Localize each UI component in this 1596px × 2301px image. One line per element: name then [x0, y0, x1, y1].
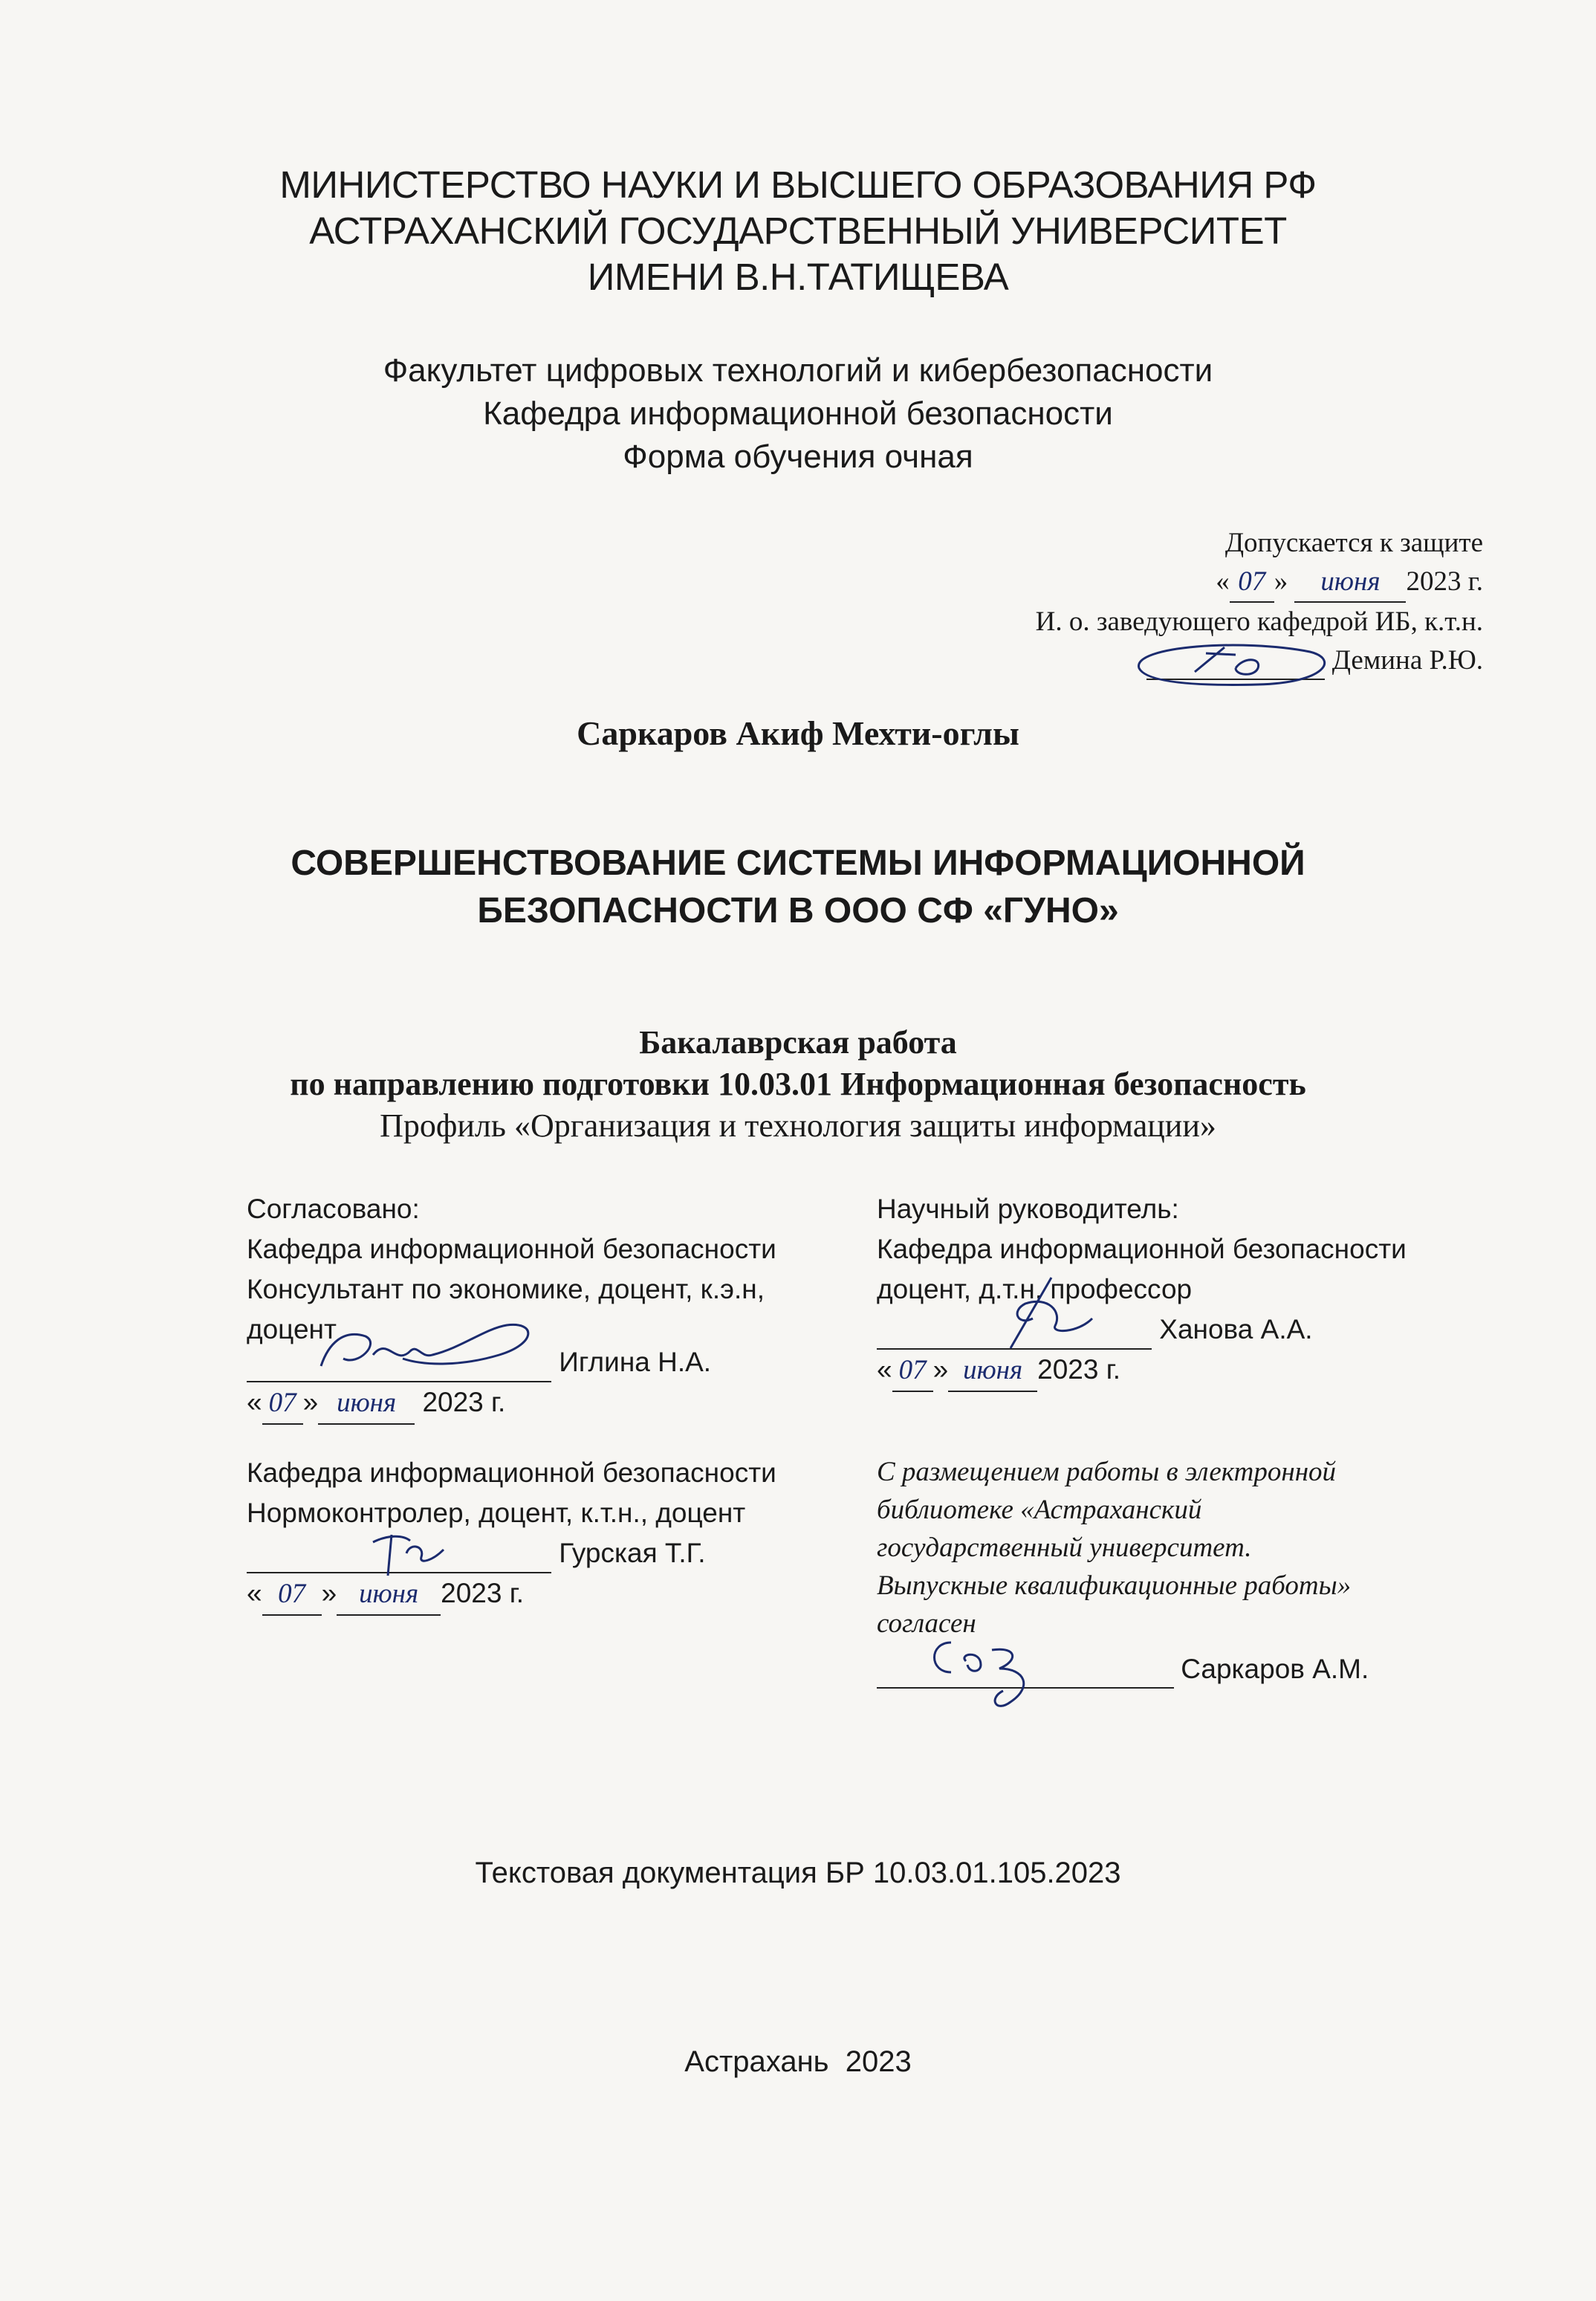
signature-line [247, 1351, 551, 1382]
normcontrol-role: Нормоконтролер, доцент, к.т.н., доцент [247, 1498, 746, 1528]
agreed-name: Иглина Н.А. [559, 1347, 712, 1377]
work-profile: Профиль «Организация и технология защиты информации» [380, 1107, 1216, 1144]
consent-block [877, 1453, 1369, 1689]
title-line: СОВЕРШЕНСТВОВАНИЕ СИСТЕМЫ ИНФОРМАЦИОННОЙ [291, 844, 1305, 883]
consent-line: Выпускные квалификационные работы» [877, 1570, 1352, 1601]
normcontrol-block [247, 1453, 776, 1616]
quote-close: » [1274, 566, 1288, 597]
consent-name: Саркаров А.М. [1181, 1654, 1369, 1684]
signature-sarkarov [921, 1628, 1070, 1724]
normcontrol-date: « 07 » июня 2023 г. [247, 1573, 776, 1616]
date-month: июня [337, 1574, 441, 1616]
date-day: 07 [892, 1350, 933, 1392]
signature-gurskaya [366, 1520, 455, 1579]
date-month: июня [318, 1383, 415, 1425]
signature-line [877, 1318, 1152, 1350]
normcontrol-dept: Кафедра информационной безопасности [247, 1457, 776, 1488]
approval-signature-row [1036, 641, 1483, 680]
supervisor-role: доцент, д.т.н, профессор [877, 1274, 1193, 1304]
consent-line: С размещением работы в электронной [877, 1457, 1337, 1487]
signature-demina [1124, 638, 1347, 690]
signature-iglina [314, 1314, 551, 1381]
consent-line: библиотеке «Астраханский [877, 1495, 1202, 1525]
consent-line: государственный университет. [877, 1533, 1252, 1563]
date-year: 2023 г. [422, 1387, 506, 1417]
normcontrol-name: Гурская Т.Г. [559, 1538, 706, 1568]
signature-line [247, 1542, 551, 1573]
work-type-block [0, 1022, 1596, 1147]
title-line: БЕЗОПАСНОСТИ В ООО СФ «ГУНО» [477, 891, 1119, 931]
document-number: Текстовая документация БР 10.03.01.105.2023 [475, 1857, 1121, 1889]
date-year: 2023 г. [441, 1578, 525, 1608]
approval-head-name: Демина Р.Ю. [1331, 645, 1483, 676]
signature-line [1146, 649, 1325, 680]
ministry-line: МИНИСТЕРСТВО НАУКИ И ВЫСШЕГО ОБРАЗОВАНИЯ РФ [279, 164, 1317, 206]
ministry-header [0, 162, 1596, 300]
approval-date [1036, 563, 1483, 603]
supervisor-name: Ханова А.А. [1159, 1314, 1313, 1344]
date-day: 07 [262, 1574, 322, 1616]
agreed-label: Согласовано: [247, 1194, 420, 1224]
city-year: Астрахань 2023 [684, 2045, 912, 2078]
supervisor-label: Научный руководитель: [877, 1194, 1179, 1224]
faculty-block [0, 349, 1596, 479]
agreed-block [247, 1189, 776, 1425]
date-year: 2023 г. [1406, 566, 1483, 597]
signature-khanova [981, 1274, 1107, 1356]
work-type: Бакалаврская работа [639, 1024, 957, 1061]
approval-title: Допускается к защите [1224, 528, 1483, 558]
thesis-title [0, 840, 1596, 935]
supervisor-block [877, 1189, 1407, 1392]
quote-open: « [1216, 566, 1230, 597]
supervisor-signature-row [877, 1310, 1407, 1350]
date-month: июня [948, 1350, 1037, 1392]
normcontrol-signature-row [247, 1533, 776, 1573]
study-form: Форма обучения очная [623, 438, 973, 475]
supervisor-date: « 07 » июня 2023 г. [877, 1350, 1407, 1392]
signature-line [877, 1657, 1174, 1689]
agreed-date: « 07 » июня 2023 г. [247, 1382, 776, 1425]
approval-block [1036, 524, 1483, 680]
consent-signature-row [877, 1650, 1369, 1689]
date-day: 07 [1230, 563, 1274, 603]
approval-head-title: И. о. заведующего кафедрой ИБ, к.т.н. [1035, 606, 1483, 637]
agreed-role-2: доцент [247, 1314, 337, 1344]
supervisor-dept: Кафедра информационной безопасности [877, 1234, 1407, 1264]
date-year: 2023 г. [1037, 1354, 1121, 1385]
university-line: АСТРАХАНСКИЙ ГОСУДАРСТВЕННЫЙ УНИВЕРСИТЕТ [309, 210, 1287, 252]
agreed-signature-row [247, 1342, 776, 1382]
faculty-name: Факультет цифровых технологий и кибербезопасности [383, 352, 1213, 389]
agreed-dept: Кафедра информационной безопасности [247, 1234, 776, 1264]
date-day: 07 [262, 1383, 303, 1425]
work-direction: по направлению подготовки 10.03.01 Информационная безопасность [290, 1066, 1306, 1102]
department-name: Кафедра информационной безопасности [483, 395, 1113, 432]
consent-line: согласен [877, 1608, 976, 1639]
date-month: июня [1294, 563, 1406, 603]
agreed-role: Консультант по экономике, доцент, к.э.н, [247, 1274, 765, 1304]
university-name-line: ИМЕНИ В.Н.ТАТИЩЕВА [587, 256, 1009, 298]
author-name: Саркаров Акиф Мехти-оглы [577, 714, 1019, 752]
